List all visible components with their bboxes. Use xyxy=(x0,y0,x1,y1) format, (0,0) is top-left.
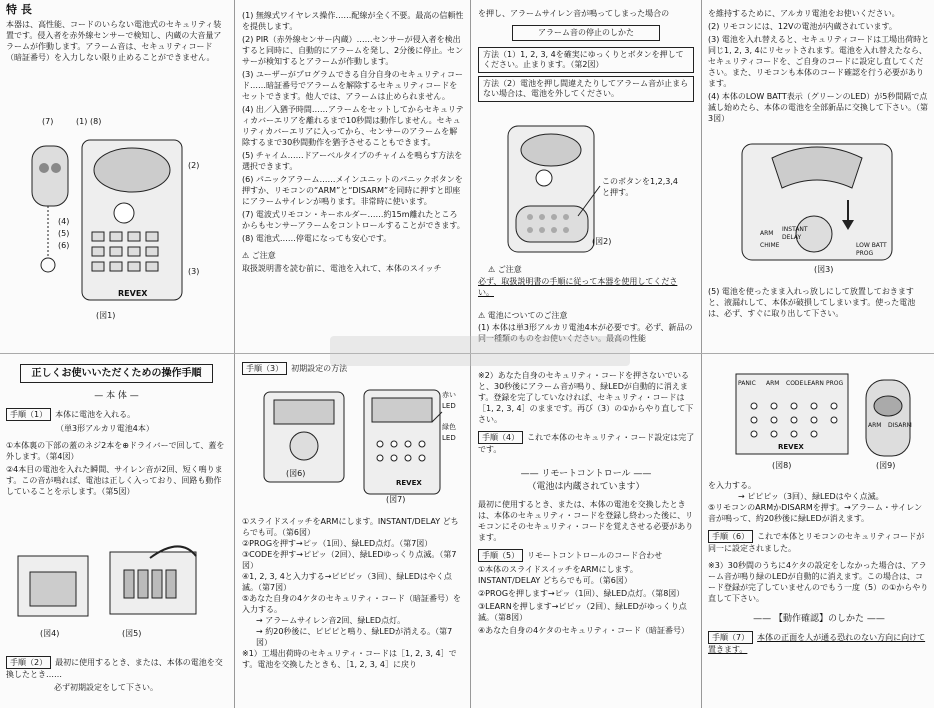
label-2: (2) xyxy=(188,161,200,170)
battery-install-illustration xyxy=(0,536,233,636)
step-2-label: 手順（2） xyxy=(6,656,51,669)
warning-icon: ⚠ xyxy=(488,265,496,274)
features-title: 特 長 xyxy=(6,3,32,16)
step-2-sub: 必ず初期設定をして下さい。 xyxy=(54,683,158,692)
remote-step-5: ⑤リモコンのARMかDISARMを押す。→アラーム・サイレン音が鳴って、約20秒後に緑LEDが消えます。 xyxy=(708,503,923,523)
operation-heading: 正しくお使いいただくための操作手順 xyxy=(20,364,213,383)
battery-note-1: (1) 本体は単3形アルカリ電池4本が必要です。必ず、新品の同一種類のものをお使いください。最高の性能 xyxy=(478,323,693,343)
label-prog: PROG xyxy=(856,250,874,257)
feature-item: (6) パニックアラーム……メインユニットのパニックボタンを押すか、リモコンの“ARM”と“DISARM”を同時に押すと即座にアラームサイレンが鳴ります。非常時に使います。 xyxy=(242,175,463,206)
brand-logo: REVEX xyxy=(118,289,148,298)
label-instant: INSTANT xyxy=(782,226,808,233)
step-5-label: 手順（5） xyxy=(478,549,523,562)
green-led-label: 緑色 LED xyxy=(442,423,456,442)
setup-note-2: ※2）あなた自身のセキュリティ・コードを押さないでいると、30秒後にアラーム音が鳴り、緑LEDが自動的に消えます。登録を完了していなければ、セキュリティ・コードは［1, 2, 3, 4］のままです。再び（3）の①からやり直して下さい。 xyxy=(478,371,694,424)
caution-title: ご注意 xyxy=(497,265,522,274)
label-arm: ARM xyxy=(766,380,780,387)
label-prog: PROG xyxy=(826,380,844,387)
brand-logo: REVEX xyxy=(396,479,422,487)
warning-icon: ⚠ xyxy=(242,251,250,260)
label-5: (5) xyxy=(58,229,70,238)
remote-note-3: ※3）30秒間のうちに4ケタの設定をしなかった場合は、アラーム音が鳴り緑のLEDが自動的に消えます。この場合は、コード登録が完了していませんのでもう一度（5）の①からやり直して下さい。 xyxy=(708,561,929,603)
label-4: (4) xyxy=(58,217,70,226)
stop-title: アラーム音の停止のしかた xyxy=(512,25,660,41)
step-1-text: 本体に電池を入れる。 xyxy=(55,410,136,419)
label-low-batt: LOW BATT xyxy=(856,242,887,249)
initial-setup-panel xyxy=(236,356,469,708)
battery-note-2: (2) リモコンには、12Vの電池が内蔵されています。 xyxy=(708,22,897,31)
figure-5-caption: (図5) xyxy=(122,629,142,638)
step-2-text: 最初に使用するとき、または、本体の電池を交換したとき…… xyxy=(6,658,223,679)
step-3-text: 初期設定の方法 xyxy=(291,364,348,373)
features-panel xyxy=(0,0,233,350)
feature-item: (8) 電池式……停電になっても安心です。 xyxy=(242,234,392,243)
alarm-stop-panel xyxy=(472,0,700,350)
red-led-label: 赤い LED xyxy=(442,391,456,410)
label-7: (7) xyxy=(42,117,54,126)
setup-result-2: → 約20秒後に、ピピピと鳴り、緑LEDが消える。（第7図） xyxy=(256,627,453,647)
step-1-note-2: ②4本目の電池を入れた瞬間、サイレン音が2回、短く鳴ります。この音が鳴れば、電池は正しく入っており、回路も動作していることを示します。（第5図） xyxy=(6,465,223,496)
remote-text: 最初に使用するとき、または、本体の電池を交換したときは、本体のセキュリティ・コードを登録し終わった後に、リモコンにそのセキュリティ・コードを覚えさせる必要があります。 xyxy=(478,500,694,542)
label-code: CODE xyxy=(786,380,804,387)
label-delay: DELAY xyxy=(782,234,802,241)
label-8: (8) xyxy=(90,117,102,126)
feature-item: (2) PIR（赤外線センサー内蔵）……センサーが侵入者を検出すると同時に、自動的にアラームを発し、2分後に停止。センサーが検知するとアラームが作動します。 xyxy=(242,35,464,66)
method-1: 方法（1）1, 2, 3, 4を確実にゆっくりとボタンを押してください。止まります。（第2図） xyxy=(478,47,694,73)
column-divider xyxy=(234,0,235,708)
feature-list-panel xyxy=(236,0,469,350)
brand-logo: REVEX xyxy=(778,443,804,451)
label-arm: ARM xyxy=(760,230,774,237)
lead-text: を維持するために、アルカリ電池をお使いください。 xyxy=(708,9,900,18)
remote-title: リモートコントロール xyxy=(541,469,631,479)
step-6-label: 手順（6） xyxy=(708,530,753,543)
figure-note: このボタンを1,2,3,4と押す。 xyxy=(602,177,678,197)
step-3-label: 手順（3） xyxy=(242,362,287,375)
battery-note-5: (5) 電池を使ったまま入れっ放しにして放置しておきますと、液漏れして、本体が破損してしまいます。使った電池は、必ず、すぐに取り出して下さい。 xyxy=(708,287,916,318)
figure-4-caption: (図4) xyxy=(40,629,60,638)
step-7-text: 本体の正面を人が通る恐れのない方向に向けて置きます。 xyxy=(708,633,926,654)
step-4-label: 手順（4） xyxy=(478,431,523,444)
features-intro: 本器は、高性能、コードのいらない電池式のセキュリティ装置です。侵入者を赤外線センサーで検知し、内蔵の大音量アラームが作動します。アラーム音は、セキュリティコード（暗証番号）を入力しない限り止めることができません。 xyxy=(6,20,222,62)
setup-step-3: ③CODEを押す→ピピッ（2回）、緑LEDゆっくり点滅。（第7図） xyxy=(242,550,457,570)
step-1-sub: （単3形アルカリ電池4本） xyxy=(56,424,154,433)
remote-finish-panel: PANIC ARM CODE LEARN PROG REVEX ARM DISARM (図8) (図9) を入力する。 → ピピピッ（3回）、緑LEDはやく点滅。 ⑤リモコンのARMかDISARMを押す。→アラーム・サイレン音が鳴って、約20秒後に緑LEDが消えます。 手順（6） これで本体とリモコンのセキュリティコードが同一に設定されました。 ※3）30秒間のうちに4ケタの設定をしなかった場合は、アラーム音が鳴り緑のLEDが自動的に消えます。この場合は、コード登録が完了していませんのでもう一度（5）の①からやり直して下さい。 —— 【動作確認】のしかた —— 手順（7） 本体の正面を人が通る恐れのない方向に向けて置きます。 xyxy=(702,356,934,708)
result-text: → ピピピッ（3回）、緑LEDはやく点滅。 xyxy=(738,492,884,501)
device-illustration xyxy=(0,110,233,340)
setup-step-5: ⑤あなた自身の4ケタのセキュリティ・コード（暗証番号）を入力する。 xyxy=(242,594,462,614)
remote-step-2: ②PROGを押します→ピッ（1回）、緑LED点灯。（第8図） xyxy=(478,589,685,598)
feature-item: (3) ユーザーがプログラムできる自分自身のセキュリティコード……暗証番号でアラームを解除するセキュリティコードをセットできます。他人では、アラームは止められません。 xyxy=(242,70,463,101)
battery-panel xyxy=(702,0,934,350)
setup-result-1: → アラームサイレン音2回、緑LED点灯。 xyxy=(256,616,406,625)
check-title: 【動作確認】のしかた xyxy=(773,614,864,624)
setup-step-2: ②PROGを押す→ピッ（1回）、緑LED点灯。（第7図） xyxy=(242,539,433,548)
setup-step-1: ①スライドスイッチをARMにします。INSTANT/DELAY どちらでも可。（第6図） xyxy=(242,517,459,537)
setup-step-4: ④1, 2, 3, 4と入力する→ピピピッ（3回）、緑LEDはやく点滅。（第7図） xyxy=(242,572,452,592)
operation-panel: 正しくお使いいただくための操作手順 — 本 体 — 手順（1） 本体に電池を入れる。 （単3形アルカリ電池4本） ①本体裏の下部の蓋のネジ2本を⊕ドライバーで回して、蓋を外します。（第4図） ②4本目の電池を入れた瞬間、サイレン音が2回、短く鳴ります。この音が鳴れば、電池は正しく入っており、回路も動作していることを示します。（第5図） (図4) (図5) 手順（2） 最初に使用するとき、または、本体の電池を交換したとき…… 必ず初期設定をして下さい。 xyxy=(0,356,233,708)
step-1-note-1: ①本体裏の下部の蓋のネジ2本を⊕ドライバーで回して、蓋を外します。（第4図） xyxy=(6,441,225,461)
remote-panel: ※2）あなた自身のセキュリティ・コードを押さないでいると、30秒後にアラーム音が鳴り、緑LEDが自動的に消えます。登録を完了していなければ、セキュリティ・コードは［1, 2, 3, 4］のままです。再び（3）の①からやり直して下さい。 手順（4） これで本体のセキュリティ・コード設定は完了です。 —— リモートコントロール —— （電池は内蔵されています） 最初に使用するとき、または、本体の電池を交換したときは、本体のセキュリティ・コードを登録し終わった後に、リモコンにそのセキュリティ・コードを覚えさせる必要があります。 手順（5） リモートコントロールのコード合わせ ①本体のスライドスイッチをARMにします。INSTANT/DELAY どちらでも可。（第6図） ②PROGを押します→ピッ（1回）、緑LED点灯。（第8図） ③LEARNを押します→ピピッ（2回）、緑LEDがゆっくり点滅。（第8図） ④あなた自身の4ケタのセキュリティ・コード（暗証番号） xyxy=(472,356,700,708)
step-4-text: これで本体のセキュリティ・コード設定は完了です。 xyxy=(478,433,695,454)
feature-item: (4) 出／入猶予時間……アラームをセットしてからセキュリティカバーエリアを離れるまで10秒間は動作しません。セキュリティカバーエリアに入ってから、センサーのアラームを解除するまで30秒間動作を猶予させることもできます。 xyxy=(242,105,464,147)
setup-note-1: ※1）工場出荷時のセキュリティ・コードは［1, 2, 3, 4］です。電池を交換したときも、［1, 2, 3, 4］に戻り xyxy=(242,649,457,669)
figure-8-caption: (図8) xyxy=(772,461,792,470)
feature-item: (1) 無線式ワイヤレス操作……配線が全く不要。最高の信頼性を提供します。 xyxy=(242,11,464,31)
caution-title: ご注意 xyxy=(251,251,276,260)
figure-caption: (図3) xyxy=(814,265,834,274)
method-2: 方法（2）電池を押し間違えたりしてアラーム音が止まらない場合は、電池を外してください。 xyxy=(478,76,694,102)
figure-9-caption: (図9) xyxy=(876,461,896,470)
lead-text: を入力する。 xyxy=(708,481,756,490)
caution-text: 取扱説明書を読む前に、電池を入れて、本体のスイッチ xyxy=(242,264,442,273)
step-1-label: 手順（1） xyxy=(6,408,51,421)
feature-item: (7) 電波式リモコン・キーホルダー……約15m離れたところからもセンサーアラームをコントロールすることができます。 xyxy=(242,210,465,230)
section-title: 本 体 xyxy=(106,391,127,401)
feature-item: (5) チャイム……ドアーベルタイプのチャイムを鳴らす方法を選択できます。 xyxy=(242,151,463,171)
battery-note-3: (3) 電池を入れ替えると、セキュリティコードは工場出荷時と同じ1, 2, 3, 4にリセットされます。電池を入れ替えたなら、セキュリティコードを、ご自身のコードに設定し直してください。また、リモコンも本体のコード確認を行う必要があります。 xyxy=(708,35,930,88)
step-5-text: リモートコントロールのコード合わせ xyxy=(527,551,663,560)
setup-illustration xyxy=(236,382,469,502)
figure-6-caption: (図6) xyxy=(286,469,306,478)
battery-title: 電池についてのご注意 xyxy=(487,311,568,320)
battery-note-4: (4) 本体のLOW BATT表示（グリーンのLED）が5秒間隔で点滅し始めたら、本体の電池を全部新品に交換して下さい。（第3図） xyxy=(708,92,928,123)
remote-sub: （電池は内蔵されています） xyxy=(527,482,645,492)
step-7-label: 手順（7） xyxy=(708,631,753,644)
label-1: (1) xyxy=(76,117,88,126)
remote-label-arm: ARM xyxy=(868,422,882,429)
figure-7-caption: (図7) xyxy=(386,495,406,504)
label-6: (6) xyxy=(58,241,70,250)
label-learn: LEARN xyxy=(804,380,824,387)
remote-step-4: ④あなた自身の4ケタのセキュリティ・コード（暗証番号） xyxy=(478,626,690,635)
label-chime: CHIME xyxy=(760,242,780,249)
label-3: (3) xyxy=(188,267,200,276)
step-6-text: これで本体とリモコンのセキュリティコードが同一に設定されました。 xyxy=(708,532,925,553)
low-batt-illustration xyxy=(702,138,934,268)
figure-caption: (図2) xyxy=(592,237,612,246)
caution-text: 必ず、取扱説明書の手順に従って本器を使用してください。 xyxy=(478,277,678,297)
remote-step-1: ①本体のスライドスイッチをARMにします。INSTANT/DELAY どちらでも可。（第6図） xyxy=(478,565,638,585)
remote-label-disarm: DISARM xyxy=(888,422,912,429)
label-panic: PANIC xyxy=(738,380,756,387)
remote-step-3: ③LEARNを押します→ピピッ（2回）、緑LEDがゆっくり点滅。（第8図） xyxy=(478,602,687,622)
warning-icon: ⚠ xyxy=(478,311,486,320)
figure-caption: (図1) xyxy=(96,311,116,320)
lead-text: を押し、アラームサイレン音が鳴ってしまった場合の xyxy=(478,9,670,18)
